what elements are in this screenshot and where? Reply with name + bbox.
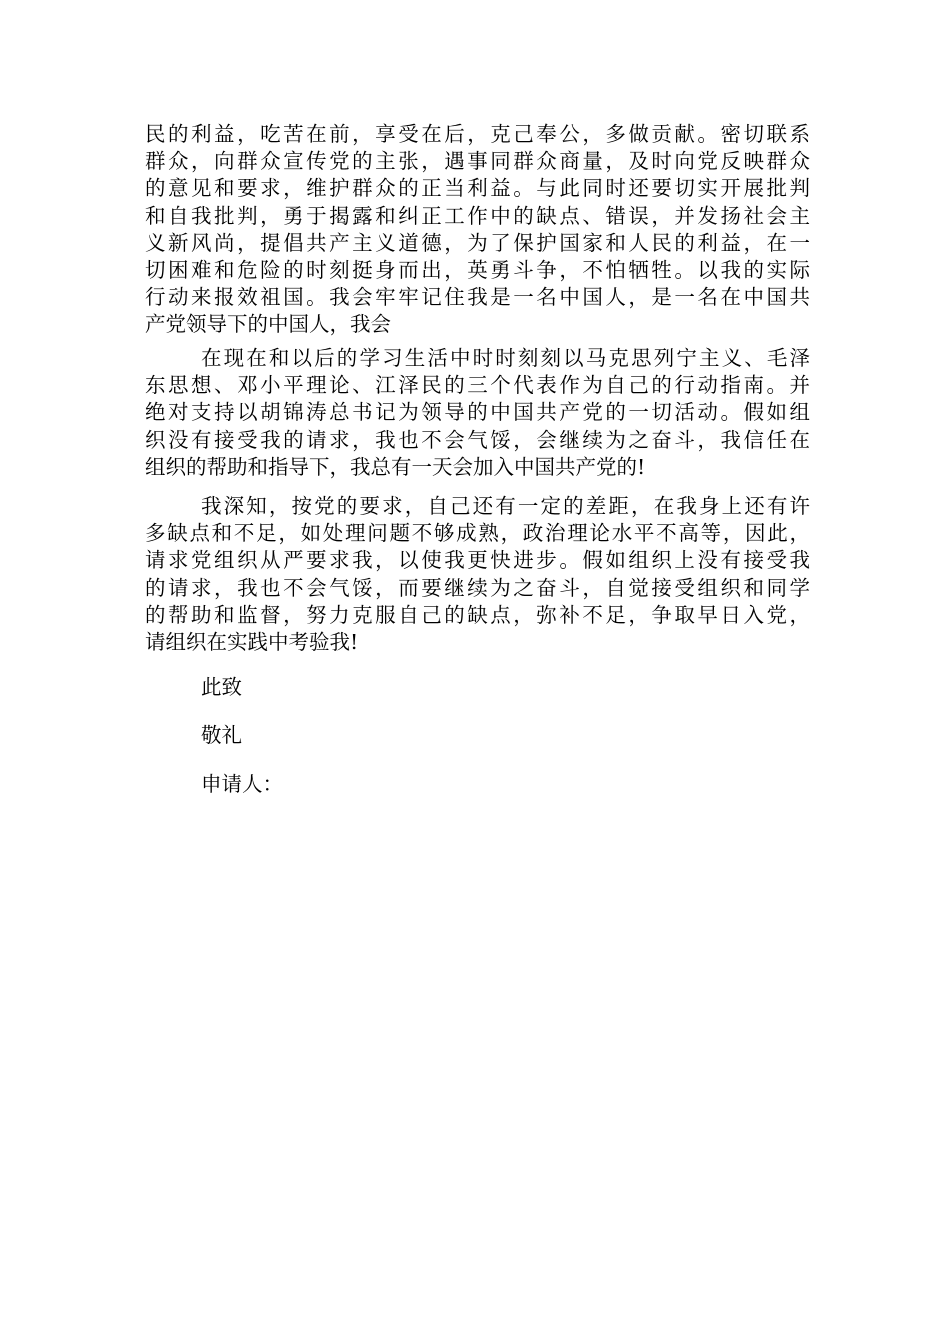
applicant-signature-label: 申请人： xyxy=(201,772,283,796)
paragraph-continuation xyxy=(145,121,810,339)
text-line: 请求党组织从严要求我，以使我更快进步。假如组织上没有接受我 xyxy=(145,548,810,573)
text-line: 行动来报效祖国。我会牢牢记住我是一名中国人，是一名在中国共 xyxy=(145,285,810,310)
text-line: 和自我批判，勇于揭露和纠正工作中的缺点、错误，并发扬社会主 xyxy=(145,203,810,228)
paragraph-self-assessment xyxy=(145,493,810,656)
text-line: 请组织在实践中考验我! xyxy=(145,629,359,654)
text-line: 东思想、邓小平理论、江泽民的三个代表作为自己的行动指南。并 xyxy=(145,373,810,398)
text-line: 切困难和危险的时刻挺身而出，英勇斗争，不怕牺牲。以我的实际 xyxy=(145,257,810,282)
paragraph-study-commitment xyxy=(145,345,810,481)
text-line: 的意见和要求，维护群众的正当利益。与此同时还要切实开展批判 xyxy=(145,176,810,201)
text-line: 义新风尚，提倡共产主义道德，为了保护国家和人民的利益，在一 xyxy=(145,230,810,255)
text-line: 多缺点和不足，如处理问题不够成熟，政治理论水平不高等，因此， xyxy=(145,521,810,546)
text-line: 群众，向群众宣传党的主张，遇事同群众商量，及时向党反映群众 xyxy=(145,149,810,174)
text-line: 产党领导下的中国人，我会 xyxy=(145,312,391,337)
text-line: 组织的帮助和指导下，我总有一天会加入中国共产党的! xyxy=(145,454,646,479)
text-line: 在现在和以后的学习生活中时时刻刻以马克思列宁主义、毛泽 xyxy=(201,346,810,370)
text-line: 的帮助和监督，努力克服自己的缺点，弥补不足，争取早日入党， xyxy=(145,602,810,627)
text-line: 我深知，按党的要求，自己还有一定的差距，在我身上还有许 xyxy=(201,494,810,518)
text-line: 的请求，我也不会气馁，而要继续为之奋斗，自觉接受组织和同学 xyxy=(145,575,810,600)
text-line: 民的利益，吃苦在前，享受在后，克己奉公，多做贡献。密切联系 xyxy=(145,122,810,146)
salutation-ci-zhi: 此致 xyxy=(201,675,242,699)
text-line: 织没有接受我的请求，我也不会气馁，会继续为之奋斗，我信任在 xyxy=(145,427,810,452)
salutation-jing-li: 敬礼 xyxy=(201,723,242,747)
text-line: 绝对支持以胡锦涛总书记为领导的中国共产党的一切活动。假如组 xyxy=(145,400,810,425)
